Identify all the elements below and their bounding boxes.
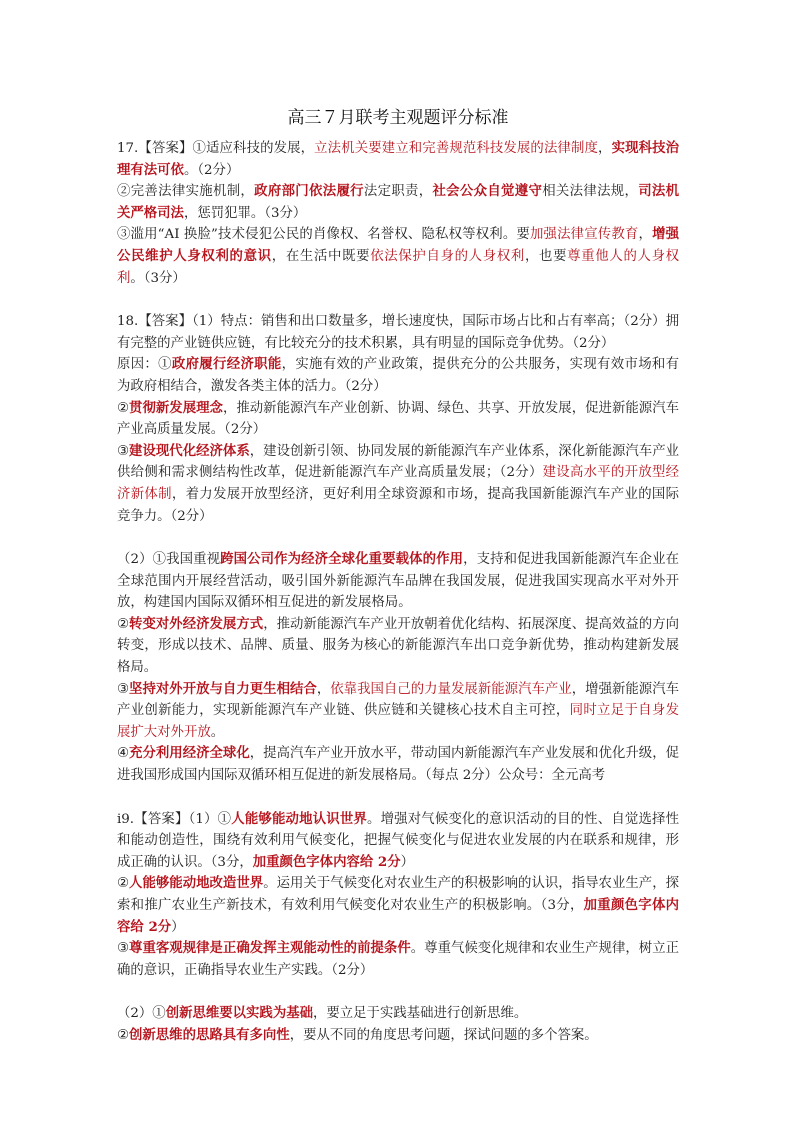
paragraph bbox=[117, 224, 679, 289]
paragraph bbox=[117, 311, 679, 354]
text-run: 。尊重气候变化规律和农业生产规律，树立正确的意识，正确指导农业生产实践。（2分） bbox=[117, 941, 679, 978]
highlighted-text: 人能够能动地改造世界 bbox=[129, 875, 264, 892]
highlighted-text: 坚持对外开放与自力更生相结合 bbox=[129, 680, 317, 697]
highlighted-text: 转变对外经济发展方式 bbox=[129, 615, 264, 632]
text-run: ， bbox=[598, 141, 612, 156]
answer-18-part-1 bbox=[117, 311, 679, 527]
text-run: 相关法律法规， bbox=[542, 184, 639, 200]
text-run: i9.【答案】（1）① bbox=[117, 811, 232, 827]
highlighted-text: 贯彻新发展理念 bbox=[129, 399, 223, 416]
text-run: ，提高汽车产业开放水平，带动国内新能源汽车产业发展和优化升级，促进我国形成国内国际双循环相互促进的新发展格局。（每点 2分）公众号：全元高考 bbox=[117, 746, 679, 784]
paragraph bbox=[117, 138, 679, 181]
answer-19-part-1 bbox=[117, 809, 679, 982]
highlighted-text: 社会公众自觉遵守 bbox=[432, 183, 543, 200]
highlighted-text: 尊重客观规律是正确发挥主观能动性的前提条件 bbox=[129, 940, 411, 957]
highlighted-text: 司法机关严格司法 bbox=[117, 183, 680, 221]
highlighted-text: 充分利用经济全球化 bbox=[129, 745, 250, 762]
paragraph bbox=[117, 809, 679, 874]
text-run: ，实施有效的产业政策，提供充分的公共服务，实现有效市场和有为政府相结合，激发各类主体的活力。（2分） bbox=[117, 357, 680, 394]
highlighted-text: 人能够能动地认识世界 bbox=[231, 810, 367, 827]
text-run: 。（3分） bbox=[130, 270, 186, 286]
text-run: ，推动新能源汽车产业开放朝着优化结构、拓展深度、提高效益的方向转变，形成以技术、品牌、质量、服务为核心的新能源汽车出口竞争新优势，推动构建新发展格局。 bbox=[117, 616, 680, 676]
highlighted-text: 依靠我国自己的力量发展新能源汽车产业 bbox=[330, 681, 572, 697]
text-run: 18.【答案】（1）特点：销售和出口数量多，增长速度快，国际市场占比和占有率高；（2分）拥有完整的产业链供应链，有比较充分的技术积累，具有明显的国际竞争优势。（2分） bbox=[117, 314, 679, 351]
highlighted-text: 增强公民维护人身权利的意识 bbox=[117, 226, 680, 264]
paragraph bbox=[117, 354, 679, 397]
text-run: ③ bbox=[117, 941, 130, 957]
text-run: ，着力发展开放型经济，更好利用全球资源和市场，提高我国新能源汽车产业的国际竞争力。（2分） bbox=[117, 486, 680, 524]
highlighted-text: 加强法律宣传教育 bbox=[530, 227, 639, 243]
paragraph bbox=[117, 679, 679, 744]
paragraph bbox=[117, 441, 679, 527]
text-run: ，增强新能源汽车产业创新能力，实现新能源汽车产业链、供应链和关键核心技术自主可控， bbox=[117, 681, 680, 719]
paragraph bbox=[117, 614, 679, 679]
highlighted-text: 政府履行经济职能 bbox=[171, 356, 282, 373]
text-run: 原因：① bbox=[117, 357, 172, 373]
highlighted-text: 依法保护自身的人身权利 bbox=[370, 248, 525, 264]
paragraph bbox=[117, 873, 679, 938]
document-page bbox=[117, 100, 679, 1047]
text-run: 。增强对气候变化的意识活动的目的性、自觉选择性和能动创造性，围绕有效利用气候变化，把握气候变化与促进农业发展的内在联系和规律，形成正确的认识。（3分， bbox=[117, 811, 679, 870]
paragraph bbox=[117, 1025, 679, 1047]
text-run: ，建设创新引领、协同发展的新能源汽车产业体系，深化新能源汽车产业供给侧和需求侧结构性改革，促进新能源汽车产业高质量发展；（2分） bbox=[117, 443, 679, 481]
paragraph bbox=[117, 549, 679, 614]
highlighted-text: 加重颜色字体内容给 2分 bbox=[252, 853, 401, 870]
text-run: ④ bbox=[117, 746, 130, 762]
text-run: ，在生活中既要 bbox=[271, 248, 371, 264]
paragraph bbox=[117, 181, 679, 224]
highlighted-text: 建设现代化经济体系 bbox=[129, 442, 250, 459]
text-run: ， bbox=[316, 681, 331, 697]
text-run: ） bbox=[400, 854, 415, 870]
highlighted-text: 实现科技治理有法可依 bbox=[117, 140, 680, 178]
paragraph bbox=[117, 743, 679, 786]
answer-18-part-2 bbox=[117, 549, 679, 787]
text-run: （2）①我国重视 bbox=[117, 552, 221, 568]
text-run: ，推动新能源汽车产业创新、协调、绿色、共享、开放发展，促进新能源汽车产业高质量发展。（2分） bbox=[117, 400, 679, 438]
highlighted-text: 加重颜色字体内容给 2分 bbox=[117, 897, 679, 935]
text-run: ③ bbox=[117, 681, 130, 697]
highlighted-text: 立法机关要建立和完善规范科技发展的法律制度 bbox=[314, 141, 599, 156]
text-run: ② bbox=[117, 616, 130, 632]
text-run: ③滥用“AI 换脸”技术侵犯公民的肖像权、名誉权、隐私权等权利。要 bbox=[117, 227, 530, 243]
paragraph bbox=[117, 938, 679, 981]
text-run: ） bbox=[171, 919, 185, 935]
text-run: ② bbox=[117, 1027, 130, 1043]
text-run: ③ bbox=[117, 443, 130, 459]
text-run: ②完善法律实施机制， bbox=[117, 184, 255, 200]
text-run: ，也要 bbox=[524, 248, 568, 264]
text-run: ，支持和促进我国新能源汽车企业在全球范围内开展经营活动，吸引国外新能源汽车品牌在我国发展，促进我国实现高水平对外开放，构建国内国际双循环相互促进的新发展格局。 bbox=[117, 552, 680, 611]
highlighted-text: 建设高水平的开放型经济新体制 bbox=[117, 465, 679, 502]
highlighted-text: 尊重他人的人身权利 bbox=[117, 248, 680, 286]
text-run: ， bbox=[638, 227, 653, 243]
text-run: ，要从不同的角度思考问题，探试问题的多个答案。 bbox=[289, 1027, 598, 1043]
highlighted-text: 创新思维要以实践为基础 bbox=[165, 1005, 313, 1022]
answer-17 bbox=[117, 138, 679, 289]
paragraph bbox=[117, 1003, 679, 1025]
text-run: 。运用关于气候变化对农业生产的积极影响的认识，指导农业生产，探索和推广农业生产新技术，有效利用气候变化对农业生产的积极影响。（3分， bbox=[117, 876, 680, 913]
text-run: ② bbox=[117, 400, 130, 416]
highlighted-text: 政府部门依法履行 bbox=[254, 183, 364, 200]
text-run: （2）① bbox=[117, 1006, 166, 1022]
text-run: 17.【答案】①适应科技的发展， bbox=[117, 141, 315, 156]
text-run: 。（2分） bbox=[183, 162, 240, 178]
highlighted-text: 创新思维的思路具有多向性 bbox=[129, 1026, 290, 1043]
text-run: 法定职责， bbox=[363, 184, 433, 200]
highlighted-text: 同时立足于自身发展扩大对外开放 bbox=[117, 703, 680, 740]
page-title: 高三７月联考主观题评分标准 bbox=[287, 108, 509, 128]
text-run: ，要立足于实践基础进行创新思维。 bbox=[313, 1006, 528, 1022]
paragraph bbox=[117, 398, 679, 441]
highlighted-text: 跨国公司作为经济全球化重要载体的作用 bbox=[220, 551, 464, 568]
text-run: ② bbox=[117, 876, 130, 892]
answer-19-part-2 bbox=[117, 1003, 679, 1046]
text-run: 。 bbox=[210, 724, 225, 740]
text-run: ，惩罚犯罪。（3分） bbox=[183, 205, 307, 221]
